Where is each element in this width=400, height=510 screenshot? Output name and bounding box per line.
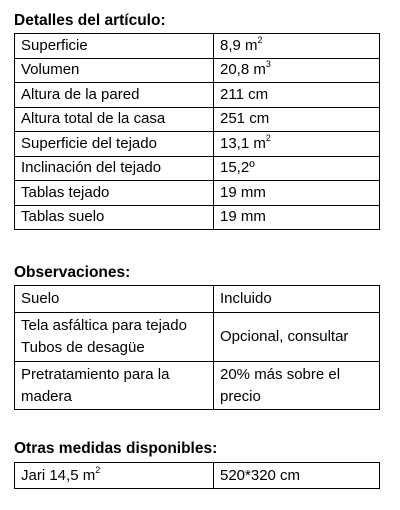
table-row bbox=[15, 286, 380, 313]
row-label-line: Pretratamiento para la bbox=[21, 365, 170, 383]
row-label: Jari 14,5 $m^2$ bbox=[15, 463, 214, 489]
row-label: Suelo bbox=[15, 286, 214, 313]
table-row bbox=[15, 205, 380, 230]
observations-table bbox=[14, 285, 380, 410]
row-value: 15,2º bbox=[214, 156, 380, 181]
table-row bbox=[15, 83, 380, 108]
table-row bbox=[15, 156, 380, 181]
table-row bbox=[15, 362, 380, 410]
other-sizes-title: Otras medidas disponibles: bbox=[14, 440, 218, 457]
table-row bbox=[15, 181, 380, 206]
row-label: Volumen bbox=[15, 58, 214, 83]
row-value: Incluido bbox=[214, 286, 380, 313]
row-value: 211 cm bbox=[214, 83, 380, 108]
table-row bbox=[15, 132, 380, 157]
row-value-line: 20% más sobre el bbox=[220, 365, 341, 383]
row-value: 20,8 $m^3$ bbox=[214, 58, 380, 83]
other-sizes-table bbox=[14, 462, 380, 489]
row-value: 19 mm bbox=[214, 181, 380, 206]
row-label: Inclinación del tejado bbox=[15, 156, 214, 181]
row-value: 520*320 cm bbox=[214, 463, 380, 489]
row-value-line: precio bbox=[220, 387, 261, 405]
row-label: Tablas suelo bbox=[15, 205, 214, 230]
row-label: Tablas tejado bbox=[15, 181, 214, 206]
details-table bbox=[14, 33, 380, 230]
table-row bbox=[15, 107, 380, 132]
row-value: Opcional, consultar bbox=[214, 313, 380, 362]
table-row bbox=[15, 58, 380, 83]
row-value: 19 mm bbox=[214, 205, 380, 230]
row-label bbox=[15, 313, 214, 362]
row-label: Superficie bbox=[15, 34, 214, 59]
observations-title: Observaciones: bbox=[14, 264, 131, 281]
table-row bbox=[15, 463, 380, 489]
row-label: Altura de la pared bbox=[15, 83, 214, 108]
row-label-line: madera bbox=[21, 387, 72, 405]
details-title: Detalles del artículo: bbox=[14, 12, 166, 29]
row-label: Altura total de la casa bbox=[15, 107, 214, 132]
row-label: Superficie del tejado bbox=[15, 132, 214, 157]
row-value: 251 cm bbox=[214, 107, 380, 132]
row-value: 8,9 $m^2$ bbox=[214, 34, 380, 59]
row-value bbox=[214, 362, 380, 410]
row-label-line: Tubos de desagüe bbox=[21, 339, 145, 356]
table-row bbox=[15, 34, 380, 59]
row-label-line: Tela asfáltica para tejado bbox=[21, 317, 187, 334]
row-value: 13,1 $m^2$ bbox=[214, 132, 380, 157]
row-label bbox=[15, 362, 214, 410]
table-row bbox=[15, 313, 380, 362]
